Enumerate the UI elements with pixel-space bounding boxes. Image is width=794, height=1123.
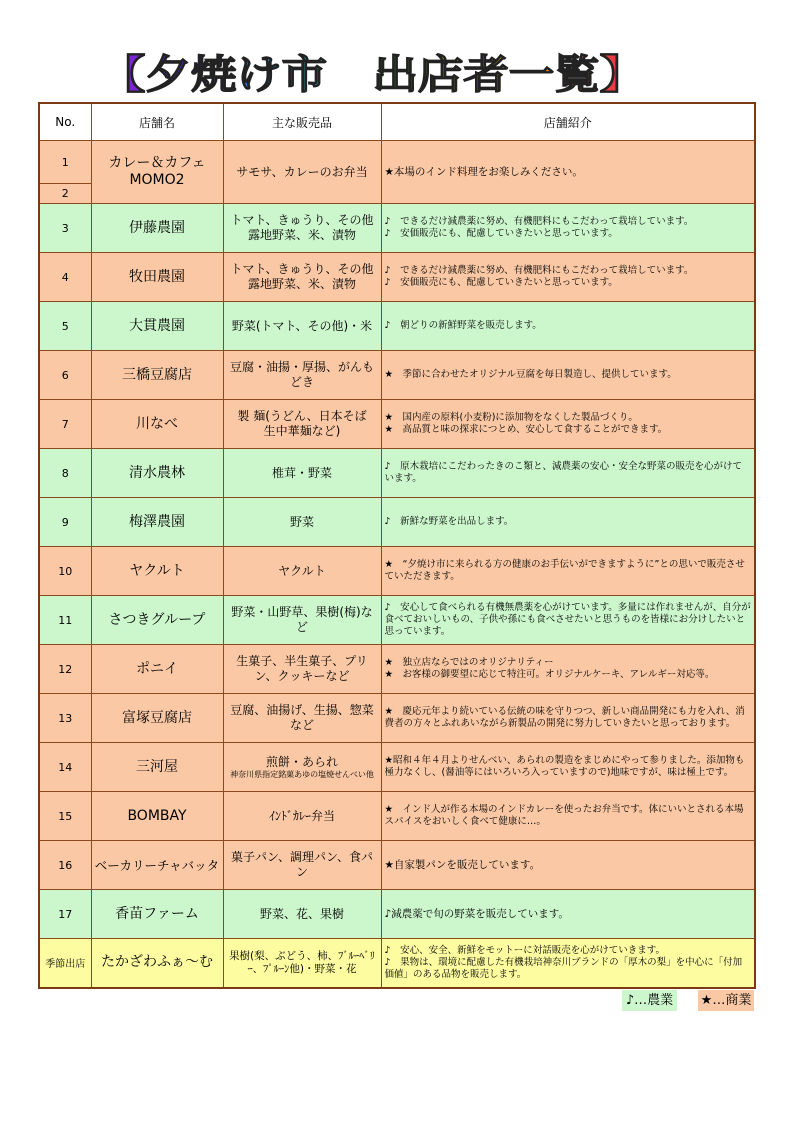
legend-agriculture: ♪…農業	[622, 990, 677, 1011]
row-number: 季節出店	[39, 939, 91, 988]
store-name: 川なべ	[91, 400, 223, 449]
products-note: 神奈川県指定銘菓あゆの塩焼せんべい他	[230, 769, 374, 779]
row-number: 9	[39, 498, 91, 547]
header-store-name: 店舗名	[91, 103, 223, 141]
store-intro: ★自家製パンを販売しています。	[381, 841, 755, 890]
store-name: カレー＆カフェ MOMO2	[91, 141, 223, 204]
header-intro: 店舗紹介	[381, 103, 755, 141]
row-number: 8	[39, 449, 91, 498]
products: 豆腐、油揚げ、生揚、惣菜など	[223, 694, 381, 743]
products: ヤクルト	[223, 547, 381, 596]
page-title-graphic	[0, 44, 794, 104]
store-name: 牧田農園	[91, 253, 223, 302]
table-row	[39, 645, 755, 694]
store-name: ベーカリーチャバッタ	[91, 841, 223, 890]
products: 野菜、花、果樹	[223, 890, 381, 939]
row-number: 16	[39, 841, 91, 890]
products: 野菜・山野草、果樹(梅)など	[223, 596, 381, 645]
row-number: 11	[39, 596, 91, 645]
table-row	[39, 253, 755, 302]
table-row	[39, 939, 755, 988]
row-number: 13	[39, 694, 91, 743]
row-number: 2	[39, 184, 91, 204]
store-name: BOMBAY	[91, 792, 223, 841]
products: 製 麺(うどん、日本そば 生中華麺など)	[223, 400, 381, 449]
products: 菓子パン、調理パン、食パン	[223, 841, 381, 890]
store-intro: ★昭和４年４月よりせんべい、あられの製造をまじめにやって参りました。添加物も極力なくし、(醤油等にはいろいろ入っていますので)地味ですが、味は極上です。	[381, 743, 755, 792]
store-intro: ★ インド人が作る本場のインドカレーを使ったお弁当です。体にいいとされる本場スパイスをおいしく食べて健康に…。	[381, 792, 755, 841]
store-name: 清水農林	[91, 449, 223, 498]
store-name: 伊藤農園	[91, 204, 223, 253]
store-name: 富塚豆腐店	[91, 694, 223, 743]
store-name: 大貫農園	[91, 302, 223, 351]
row-number: 4	[39, 253, 91, 302]
table-row	[39, 743, 755, 792]
store-name: 三河屋	[91, 743, 223, 792]
store-intro: ♪ 安心して食べられる有機無農薬を心がけています。多量には作れませんが、自分が食べておいしいもの、子供や孫にも食べさせたいと思うものを皆様にお分けしたいと思っています。	[381, 596, 755, 645]
products: 椎茸・野菜	[223, 449, 381, 498]
products: 野菜(トマト、その他)・米	[223, 302, 381, 351]
store-intro: ★ 季節に合わせたオリジナル豆腐を毎日製造し、提供しています。	[381, 351, 755, 400]
header-no: No.	[39, 103, 91, 141]
products: 生菓子、半生菓子、プリン、クッキーなど	[223, 645, 381, 694]
page-title: 【夕焼け市 出店者一覧】	[100, 52, 645, 98]
store-intro: ♪ 新鮮な野菜を出品します。	[381, 498, 755, 547]
row-number: 3	[39, 204, 91, 253]
row-number: 5	[39, 302, 91, 351]
products: 果樹(梨、ぶどう、柿、ﾌﾞﾙｰﾍﾞﾘｰ、ﾌﾟﾙｰﾝ他)・野菜・花	[223, 939, 381, 988]
store-intro: ♪ できるだけ減農薬に努め、有機肥料にもこだわって栽培しています。 ♪ 安価販売にも、配慮していきたいと思っています。	[381, 253, 755, 302]
table-row	[39, 400, 755, 449]
table-row	[39, 792, 755, 841]
store-name: さつきグループ	[91, 596, 223, 645]
products: サモサ、カレーのお弁当	[223, 141, 381, 204]
vendor-table	[38, 102, 756, 989]
table-row	[39, 596, 755, 645]
table-row	[39, 351, 755, 400]
store-intro: ★本場のインド料理をお楽しみください。	[381, 141, 755, 204]
table-row	[39, 547, 755, 596]
store-name: 梅澤農園	[91, 498, 223, 547]
store-name: ポニイ	[91, 645, 223, 694]
row-number: 12	[39, 645, 91, 694]
store-intro: ♪ 原木栽培にこだわったきのこ類と、減農薬の安心・安全な野菜の販売を心がけています。	[381, 449, 755, 498]
store-intro: ★ “夕焼け市に来られる方の健康のお手伝いができますように”との思いで販売させていただきます。	[381, 547, 755, 596]
store-name: たかざわふぁ～む	[91, 939, 223, 988]
store-intro: ★ 国内産の原料(小麦粉)に添加物をなくした製品づくり。 ★ 高品質と味の探求につとめ、安心して食することができます。	[381, 400, 755, 449]
row-number: 17	[39, 890, 91, 939]
products: 野菜	[223, 498, 381, 547]
page-title-banner	[0, 44, 794, 104]
table-row	[39, 694, 755, 743]
row-number: 7	[39, 400, 91, 449]
store-intro: ★ 独立店ならではのオリジナリティー ★ お客様の御要望に応じて特注可。オリジナルケーキ、アレルギー対応等。	[381, 645, 755, 694]
table-row	[39, 449, 755, 498]
store-intro: ♪減農薬で旬の野菜を販売しています。	[381, 890, 755, 939]
legend-commerce: ★…商業	[698, 990, 754, 1011]
products: 豆腐・油揚・厚揚、がんもどき	[223, 351, 381, 400]
row-number: 6	[39, 351, 91, 400]
products: ｲﾝﾄﾞｶﾚｰ弁当	[223, 792, 381, 841]
header-products: 主な販売品	[223, 103, 381, 141]
products-cell	[223, 743, 381, 792]
products: 煎餅・あられ	[265, 754, 338, 769]
store-intro: ♪ 安心、安全、新鮮をモットーに対話販売を心がけていきます。 ♪ 果物は、環境に配慮した有機栽培神奈川ブランドの「厚木の梨」を中心に「付加価値」のある品物を販売します。	[381, 939, 755, 988]
table-header-row	[39, 103, 755, 141]
store-intro: ♪ 朝どりの新鮮野菜を販売します。	[381, 302, 755, 351]
row-number: 14	[39, 743, 91, 792]
table-row	[39, 841, 755, 890]
table-row	[39, 890, 755, 939]
table-row	[39, 141, 755, 184]
row-number: 1	[39, 141, 91, 184]
row-number: 15	[39, 792, 91, 841]
store-name: ヤクルト	[91, 547, 223, 596]
table-row	[39, 498, 755, 547]
products: トマト、きゅうり、その他露地野菜、米、漬物	[223, 253, 381, 302]
table-row	[39, 204, 755, 253]
row-number: 10	[39, 547, 91, 596]
table-row	[39, 302, 755, 351]
store-intro: ★ 慶応元年より続いている伝統の味を守りつつ、新しい商品開発にも力を入れ、消費者の方々とふれあいながら新製品の開発に努力していきたいと思っております。	[381, 694, 755, 743]
store-name: 三橋豆腐店	[91, 351, 223, 400]
store-intro: ♪ できるだけ減農薬に努め、有機肥料にもこだわって栽培しています。 ♪ 安価販売にも、配慮していきたいと思っています。	[381, 204, 755, 253]
store-name: 香苗ファーム	[91, 890, 223, 939]
products: トマト、きゅうり、その他露地野菜、米、漬物	[223, 204, 381, 253]
